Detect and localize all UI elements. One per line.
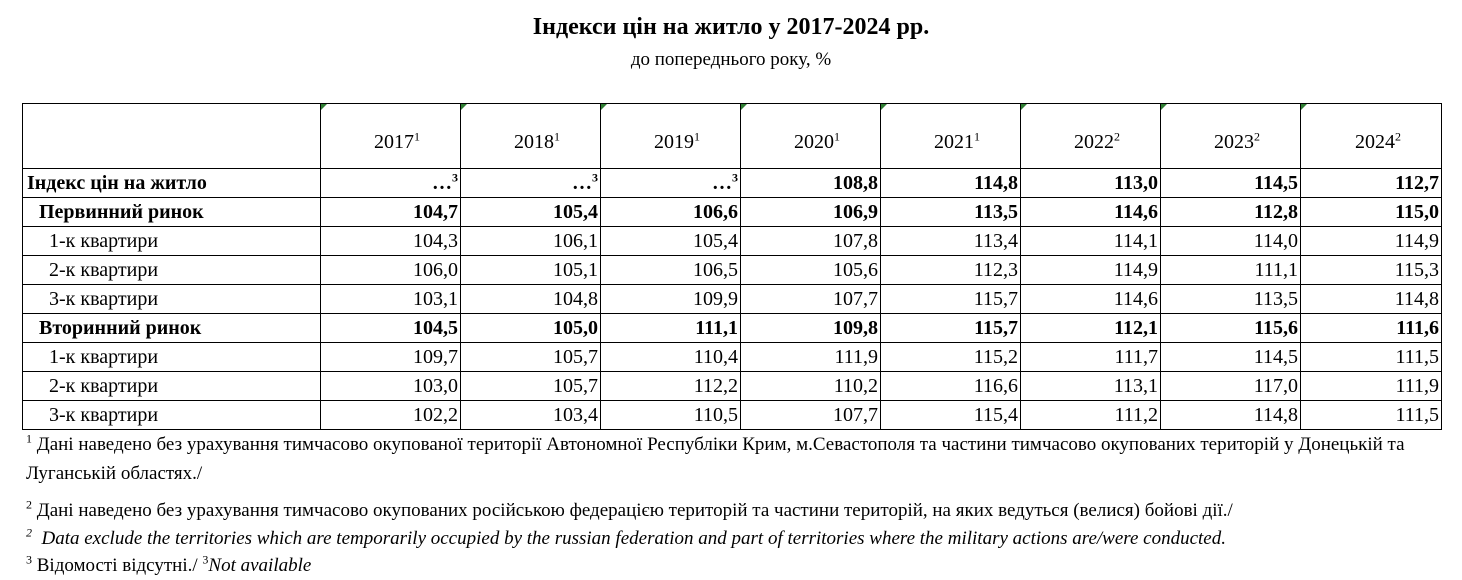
value-cell: 109,9: [601, 285, 741, 314]
value-cell: 105,4: [461, 198, 601, 227]
value-cell: 109,8: [741, 314, 881, 343]
value-cell: 104,7: [321, 198, 461, 227]
table-subtitle: до попереднього року, %: [630, 49, 832, 70]
value-cell: 105,1: [461, 256, 601, 285]
value-cell: 112,1: [1021, 314, 1161, 343]
row-label: 1-к квартири: [23, 343, 321, 372]
year-label: 2019: [654, 130, 694, 153]
value-cell: 113,4: [881, 227, 1021, 256]
value-cell: 111,5: [1301, 401, 1442, 430]
not-available-mark: …: [432, 172, 452, 194]
value-cell: [601, 169, 741, 198]
table-row: [23, 169, 1442, 198]
value-cell: 113,0: [1021, 169, 1161, 198]
value-cell: 111,1: [1161, 256, 1301, 285]
value-cell: 112,8: [1161, 198, 1301, 227]
cell-comment-marker: [461, 104, 467, 110]
value-cell: 104,5: [321, 314, 461, 343]
value-cell: [321, 169, 461, 198]
value-cell: 110,4: [601, 343, 741, 372]
cell-comment-marker: [601, 104, 607, 110]
not-available-footnote-mark: 3: [732, 170, 738, 185]
footnote-3-text: Відомості відсутні./: [36, 555, 198, 576]
value-cell: 106,5: [601, 256, 741, 285]
footnote-2-english-mark: 2: [26, 525, 32, 540]
value-cell: 114,1: [1021, 227, 1161, 256]
value-cell: 103,4: [461, 401, 601, 430]
footnote-2-english: [26, 525, 1446, 552]
value-cell: 107,7: [741, 401, 881, 430]
value-cell: 117,0: [1161, 372, 1301, 401]
value-cell: 109,7: [321, 343, 461, 372]
year-header-2020: [741, 104, 881, 169]
value-cell: 106,9: [741, 198, 881, 227]
value-cell: 115,7: [881, 285, 1021, 314]
cell-comment-marker: [1161, 104, 1167, 110]
value-cell: 102,2: [321, 401, 461, 430]
year-header-2022: [1021, 104, 1161, 169]
header-corner-cell: [23, 104, 321, 169]
header-row: [23, 104, 1442, 169]
footnote-3-mark: 3: [26, 552, 32, 567]
footnote-2-english-text: Data exclude the territories which are temporarily occupied by the russian federation and part of territories where the military actions are/were conducted.: [41, 528, 1226, 549]
year-footnote-mark: 1: [834, 128, 840, 143]
cell-comment-marker: [321, 104, 327, 110]
year-footnote-mark: 2: [1254, 128, 1260, 143]
year-footnote-mark: 2: [1395, 128, 1401, 143]
cell-comment-marker: [741, 104, 747, 110]
value-cell: 110,2: [741, 372, 881, 401]
value-cell: 105,7: [461, 372, 601, 401]
year-header-2021: [881, 104, 1021, 169]
value-cell: 113,5: [1161, 285, 1301, 314]
value-cell: 115,6: [1161, 314, 1301, 343]
table-title: Індекси цін на житло у 2017-2024 рр.: [532, 14, 930, 40]
value-cell: 113,1: [1021, 372, 1161, 401]
value-cell: 105,0: [461, 314, 601, 343]
footnote-3: [26, 552, 1446, 579]
value-cell: 103,1: [321, 285, 461, 314]
cell-comment-marker: [1021, 104, 1027, 110]
year-footnote-mark: 1: [974, 128, 980, 143]
year-header-2024: [1301, 104, 1442, 169]
year-label: 2018: [514, 130, 554, 153]
cell-comment-marker: [881, 104, 887, 110]
value-cell: 112,2: [601, 372, 741, 401]
table-row: [23, 401, 1442, 430]
value-cell: 111,2: [1021, 401, 1161, 430]
value-cell: 114,5: [1161, 343, 1301, 372]
price-index-table: [22, 103, 1442, 430]
value-cell: 114,8: [1301, 285, 1442, 314]
value-cell: 105,7: [461, 343, 601, 372]
value-cell: 111,1: [601, 314, 741, 343]
year-header-2017: [321, 104, 461, 169]
row-label: Первинний ринок: [23, 198, 321, 227]
year-label: 2024: [1355, 130, 1395, 153]
value-cell: 114,8: [1161, 401, 1301, 430]
footnote-2: [26, 496, 1446, 525]
value-cell: 107,8: [741, 227, 881, 256]
row-label: Індекс цін на житло: [23, 169, 321, 198]
value-cell: 114,0: [1161, 227, 1301, 256]
table-row: [23, 372, 1442, 401]
value-cell: 114,6: [1021, 198, 1161, 227]
value-cell: 106,1: [461, 227, 601, 256]
value-cell: 111,9: [741, 343, 881, 372]
year-footnote-mark: 1: [554, 128, 560, 143]
value-cell: 115,2: [881, 343, 1021, 372]
value-cell: 111,6: [1301, 314, 1442, 343]
row-label: 2-к квартири: [23, 256, 321, 285]
footnote-3-english-mark: 3: [202, 552, 209, 567]
value-cell: 104,8: [461, 285, 601, 314]
year-header-2018: [461, 104, 601, 169]
year-footnote-mark: 2: [1114, 128, 1120, 143]
table-row: [23, 256, 1442, 285]
value-cell: 104,3: [321, 227, 461, 256]
value-cell: 111,7: [1021, 343, 1161, 372]
year-label: 2023: [1214, 130, 1254, 153]
footnote-2-mark: 2: [26, 497, 32, 512]
value-cell: 114,6: [1021, 285, 1161, 314]
year-footnote-mark: 1: [414, 128, 420, 143]
footnotes: [26, 430, 1446, 579]
value-cell: 114,5: [1161, 169, 1301, 198]
not-available-mark: …: [572, 172, 592, 194]
value-cell: 112,3: [881, 256, 1021, 285]
value-cell: 114,8: [881, 169, 1021, 198]
value-cell: 114,9: [1301, 227, 1442, 256]
footnote-3-english-text: Not available: [208, 555, 312, 576]
value-cell: 114,9: [1021, 256, 1161, 285]
value-cell: 105,6: [741, 256, 881, 285]
value-cell: 111,5: [1301, 343, 1442, 372]
year-label: 2020: [794, 130, 834, 153]
row-label: 3-к квартири: [23, 285, 321, 314]
footnote-1-text: Дані наведено без урахування тимчасово окупованої території Автономної Республіки Крим, м.Севастополя та частини тимчасово окупованих територій у Донецькій та Луганській областях./: [26, 434, 1405, 484]
row-label: Вторинний ринок: [23, 314, 321, 343]
cell-comment-marker: [1301, 104, 1307, 110]
table-row: [23, 314, 1442, 343]
not-available-footnote-mark: 3: [452, 170, 458, 185]
value-cell: 105,4: [601, 227, 741, 256]
value-cell: 116,6: [881, 372, 1021, 401]
not-available-footnote-mark: 3: [592, 170, 598, 185]
row-label: 3-к квартири: [23, 401, 321, 430]
not-available-mark: …: [712, 172, 732, 194]
value-cell: 103,0: [321, 372, 461, 401]
row-label: 2-к квартири: [23, 372, 321, 401]
year-label: 2022: [1074, 130, 1114, 153]
footnote-1: [26, 430, 1446, 488]
footnote-2-text: Дані наведено без урахування тимчасово окупованих російською федерацією територій та частини територій, на яких ведуться (велися) бойові дії./: [36, 500, 1233, 521]
table-body: [23, 169, 1442, 430]
year-label: 2017: [374, 130, 414, 153]
value-cell: 115,3: [1301, 256, 1442, 285]
table-row: [23, 227, 1442, 256]
value-cell: 107,7: [741, 285, 881, 314]
table-row: [23, 198, 1442, 227]
value-cell: [461, 169, 601, 198]
value-cell: 115,7: [881, 314, 1021, 343]
table-row: [23, 285, 1442, 314]
value-cell: 110,5: [601, 401, 741, 430]
year-header-2023: [1161, 104, 1301, 169]
row-label: 1-к квартири: [23, 227, 321, 256]
value-cell: 115,4: [881, 401, 1021, 430]
value-cell: 108,8: [741, 169, 881, 198]
value-cell: 115,0: [1301, 198, 1442, 227]
value-cell: 106,0: [321, 256, 461, 285]
value-cell: 112,7: [1301, 169, 1442, 198]
table-row: [23, 343, 1442, 372]
footnote-1-mark: 1: [26, 431, 32, 446]
value-cell: 111,9: [1301, 372, 1442, 401]
value-cell: 106,6: [601, 198, 741, 227]
year-footnote-mark: 1: [694, 128, 700, 143]
value-cell: 113,5: [881, 198, 1021, 227]
year-label: 2021: [934, 130, 974, 153]
year-header-2019: [601, 104, 741, 169]
